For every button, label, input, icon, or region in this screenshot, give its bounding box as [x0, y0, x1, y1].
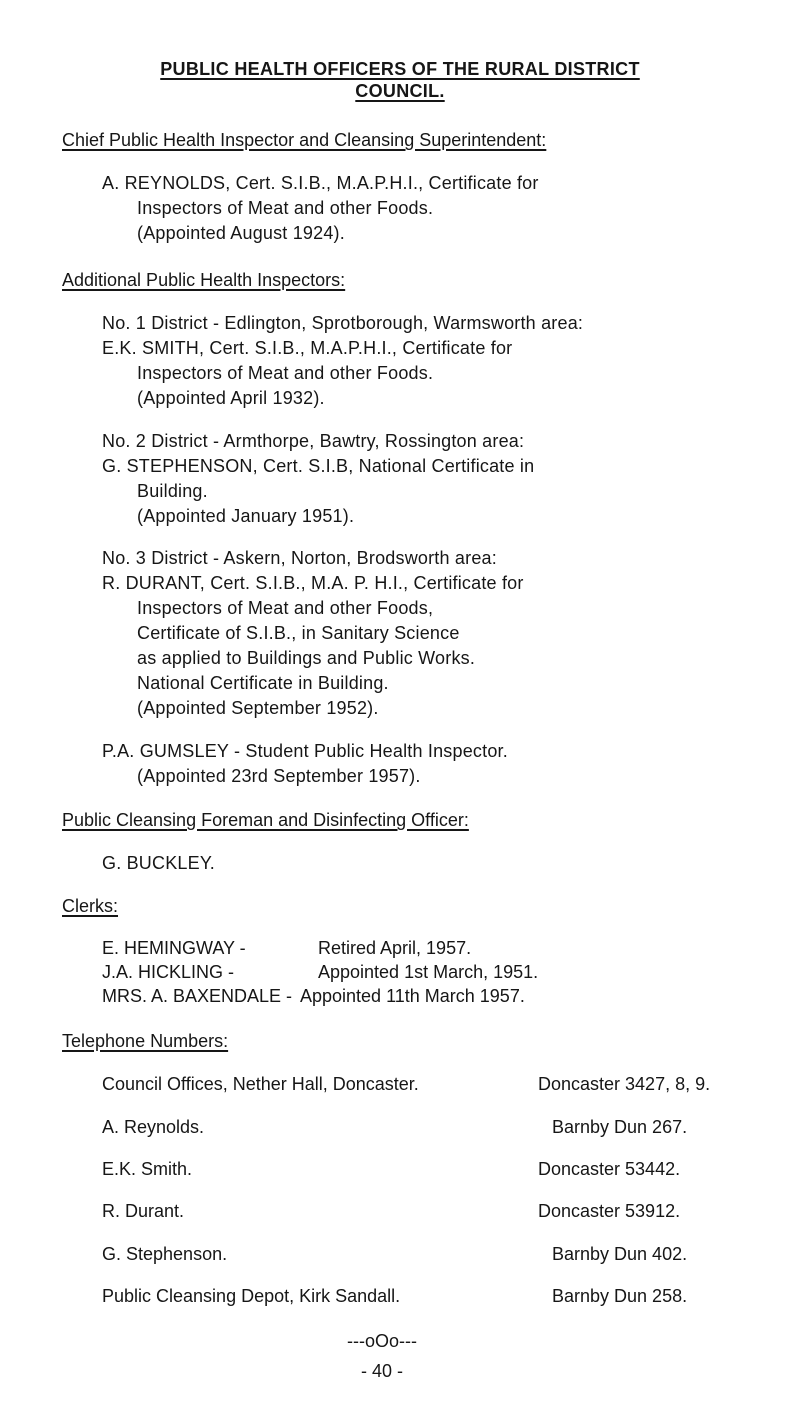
- district-1-line-4: (Appointed April 1932).: [137, 388, 325, 408]
- district-3-line-5: as applied to Buildings and Public Works.: [137, 648, 476, 668]
- telephone-number-5: Barnby Dun 402.: [552, 1244, 688, 1264]
- telephone-number-3: Doncaster 53442.: [538, 1159, 681, 1179]
- telephone-number-1: Doncaster 3427, 8, 9.: [538, 1074, 711, 1094]
- district-2-line-3: Building.: [137, 481, 208, 501]
- chief-line-3: (Appointed August 1924).: [137, 223, 345, 243]
- cleansing-foreman-name: G. BUCKLEY.: [102, 853, 215, 873]
- clerk-1-name: E. HEMINGWAY -: [102, 938, 246, 958]
- telephone-label-5: G. Stephenson.: [102, 1244, 228, 1264]
- telephone-number-2: Barnby Dun 267.: [552, 1117, 688, 1137]
- district-3-line-6: National Certificate in Building.: [137, 673, 389, 693]
- district-2-line-4: (Appointed January 1951).: [137, 506, 355, 526]
- document-title-line-2: [0, 80, 800, 103]
- district-1-line-3: Inspectors of Meat and other Foods.: [137, 363, 434, 383]
- clerks-heading: Clerks:: [62, 896, 119, 916]
- district-1-line-2: E.K. SMITH, Cert. S.I.B., M.A.P.H.I., Certificate for: [102, 338, 513, 358]
- district-3-line-3: Inspectors of Meat and other Foods,: [137, 598, 434, 618]
- student-line-2: (Appointed 23rd September 1957).: [137, 766, 421, 786]
- district-3-line-1: No. 3 District - Askern, Norton, Brodsworth area:: [102, 548, 497, 568]
- additional-inspectors-heading: Additional Public Health Inspectors:: [62, 270, 346, 290]
- cleansing-foreman-heading: Public Cleansing Foreman and Disinfecting Officer:: [62, 810, 469, 830]
- clerk-3-name: MRS. A. BAXENDALE -: [102, 986, 293, 1006]
- telephone-number-6: Barnby Dun 258.: [552, 1286, 688, 1306]
- title-text-2: COUNCIL.: [355, 81, 445, 101]
- district-3-line-7: (Appointed September 1952).: [137, 698, 379, 718]
- district-2-line-2: G. STEPHENSON, Cert. S.I.B, National Certificate in: [102, 456, 535, 476]
- title-text-1: PUBLIC HEALTH OFFICERS OF THE RURAL DISTRICT: [160, 59, 640, 79]
- section-separator: ---oOo---: [347, 1331, 417, 1351]
- telephone-label-2: A. Reynolds.: [102, 1117, 205, 1137]
- student-line-1: P.A. GUMSLEY - Student Public Health Inspector.: [102, 741, 508, 761]
- district-1-line-1: No. 1 District - Edlington, Sprotborough, Warmsworth area:: [102, 313, 584, 333]
- clerk-2-status: Appointed 1st March, 1951.: [318, 962, 539, 982]
- document-title-line-1: [0, 58, 800, 81]
- chief-line-2: Inspectors of Meat and other Foods.: [137, 198, 434, 218]
- clerk-1-status: Retired April, 1957.: [318, 938, 472, 958]
- chief-inspector-heading: Chief Public Health Inspector and Cleansing Superintendent:: [62, 130, 547, 150]
- clerk-3-status: Appointed 11th March 1957.: [300, 986, 525, 1006]
- clerk-2-name: J.A. HICKLING -: [102, 962, 235, 982]
- telephone-number-4: Doncaster 53912.: [538, 1201, 681, 1221]
- chief-line-1: A. REYNOLDS, Cert. S.I.B., M.A.P.H.I., Certificate for: [102, 173, 539, 193]
- district-3-line-4: Certificate of S.I.B., in Sanitary Science: [137, 623, 460, 643]
- telephone-numbers-heading: Telephone Numbers:: [62, 1031, 229, 1051]
- telephone-label-6: Public Cleansing Depot, Kirk Sandall.: [102, 1286, 401, 1306]
- telephone-label-3: E.K. Smith.: [102, 1159, 193, 1179]
- district-3-line-2: R. DURANT, Cert. S.I.B., M.A. P. H.I., Certificate for: [102, 573, 524, 593]
- page-number: - 40 -: [360, 1361, 403, 1381]
- telephone-label-1: Council Offices, Nether Hall, Doncaster.: [102, 1074, 419, 1094]
- district-2-line-1: No. 2 District - Armthorpe, Bawtry, Rossington area:: [102, 431, 525, 451]
- telephone-label-4: R. Durant.: [102, 1201, 185, 1221]
